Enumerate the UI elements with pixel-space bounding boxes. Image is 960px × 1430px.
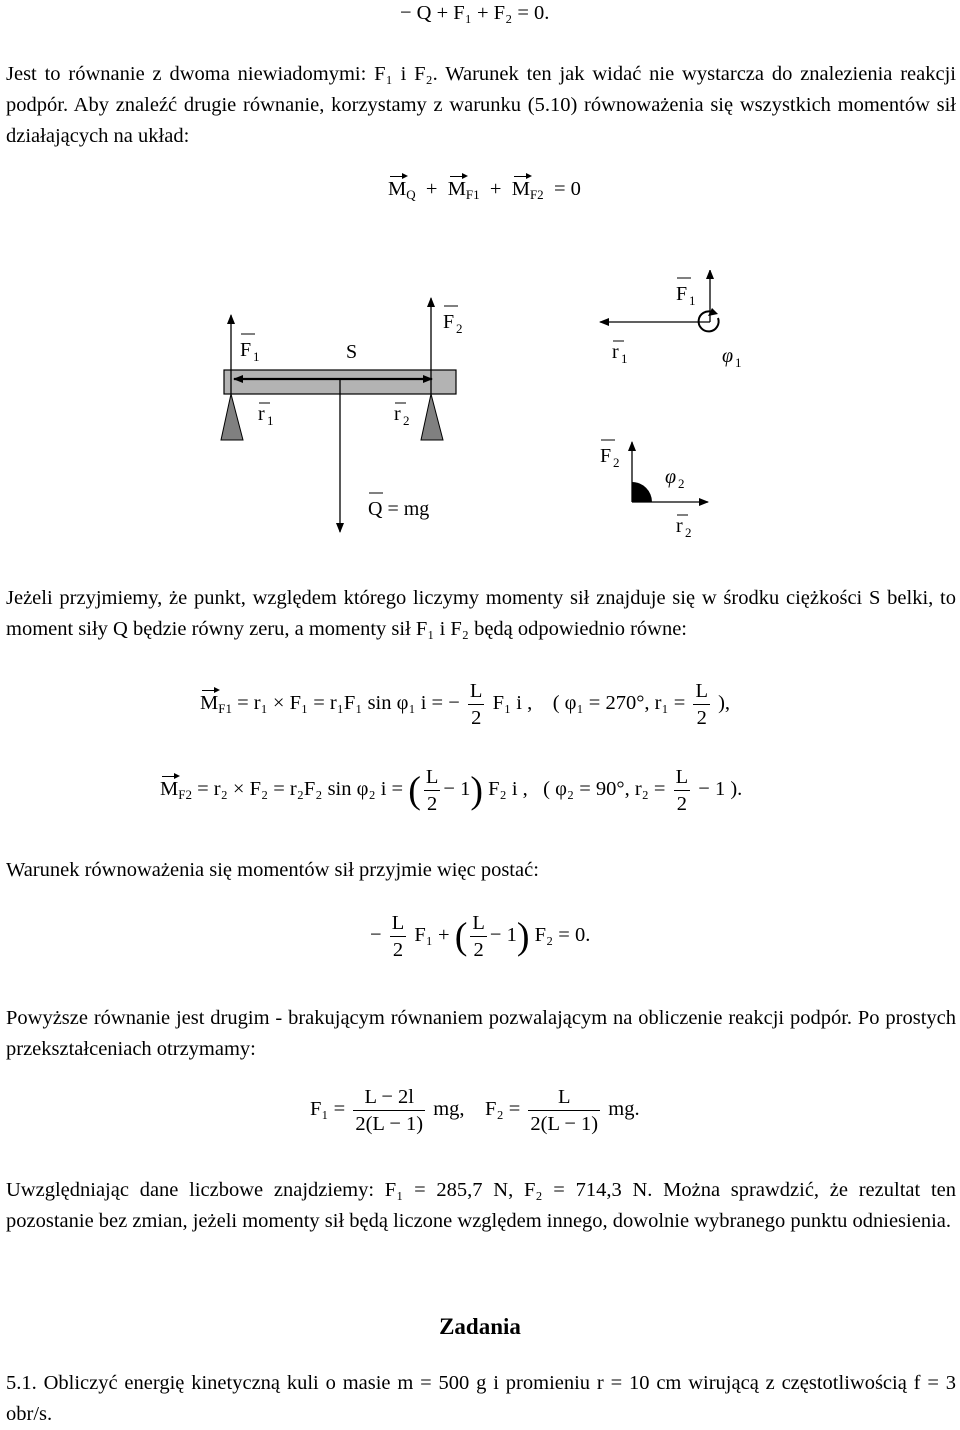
svg-text:1: 1 bbox=[621, 351, 628, 366]
label-F2: F bbox=[443, 311, 455, 333]
label-Q: Q = mg bbox=[368, 498, 430, 520]
task-5-1: 5.1. Obliczyć energię kinetyczną kuli o masie m = 500 g i promieniu r = 10 cm wirującą z częstotliwością f = 3 obr/s. bbox=[6, 1372, 956, 1425]
label-r2-right: r bbox=[676, 515, 683, 537]
left-support bbox=[221, 394, 243, 440]
equation-result: F₁ = $\frac{L - 2l}{2(L - 1)}$ mg, F₂ = $\frac{L}{2(L - 1)}$ mg. bbox=[310, 1086, 640, 1135]
svg-text:1: 1 bbox=[253, 349, 260, 364]
label-phi1: φ bbox=[722, 345, 734, 367]
equation-MF1: $M_{F1} = r_1 \times F_1 = r_1F_1$ sin φ₁ i = − $\frac{L}{2}$ F₁ i , ( φ₁ = 270°, r₁ = $\frac{L}{2}$ ), bbox=[200, 680, 731, 729]
paragraph-intro: Jest to równanie z dwoma niewiadomymi: F₁ i F₂. Warunek ten jak widać nie wystarcza do znalezienia reakcji podpór. Aby znaleźć drugie równanie, korzystamy z warunku (5.10) równoważenia się wszystkich momentów sił działających na układ: bbox=[6, 63, 956, 147]
equation-balance: − $\frac{L}{2}$ F₁ + ( $\frac{L}{2}$ − 1) F₂ = 0. bbox=[370, 912, 591, 961]
paragraph-moments: Jeżeli przyjmiemy, że punkt, względem którego liczymy momenty sił znajduje się w środku ciężkości S belki, to moment siły Q będzie równy zeru, a momenty sił F₁ i F₂ będą odpowiednio równe: bbox=[6, 587, 956, 640]
svg-text:1: 1 bbox=[735, 355, 742, 370]
paragraph-transform: Powyższe równanie jest drugim - brakującym równaniem pozwalającym na obliczenie reakcji podpór. Po prostych przekształceniach otrzymamy: bbox=[6, 1007, 956, 1060]
label-F2-right: F bbox=[600, 445, 612, 467]
label-S: S bbox=[346, 341, 358, 363]
svg-text:2: 2 bbox=[678, 476, 685, 491]
svg-text:2: 2 bbox=[685, 525, 692, 540]
label-r1-right: r bbox=[612, 341, 619, 363]
right-support bbox=[421, 394, 443, 440]
svg-text:2: 2 bbox=[403, 413, 410, 428]
svg-text:1: 1 bbox=[267, 413, 274, 428]
label-r2: r bbox=[394, 403, 401, 425]
svg-text:2: 2 bbox=[456, 321, 463, 336]
section-heading: Zadania bbox=[439, 1314, 521, 1339]
equation-MF2: $M_{F2} = r_2 \times F_2 = r_2F_2$ sin φ₂ i = ( $\frac{L}{2}$ − 1) F₂ i , ( φ₂ = 90°, r₂ = $\frac{L}{2}$ − 1 ). bbox=[160, 766, 743, 815]
label-F1-right: F bbox=[676, 283, 688, 305]
svg-text:1: 1 bbox=[689, 293, 696, 308]
svg-text:2: 2 bbox=[613, 455, 620, 470]
moment-equation: $M_Q + M_{F1} + M_{F2} = 0$ bbox=[388, 178, 581, 202]
label-r1: r bbox=[258, 403, 265, 425]
beam-figure bbox=[0, 270, 960, 550]
label-F1: F bbox=[240, 339, 252, 361]
top-equation: − Q + F₁ + F₂ = 0. bbox=[400, 2, 550, 24]
paragraph-balance: Warunek równoważenia się momentów sił przyjmie więc postać: bbox=[6, 859, 539, 881]
label-phi2: φ bbox=[665, 466, 677, 488]
paragraph-numeric: Uwzględniając dane liczbowe znajdziemy: F₁ = 285,7 N, F₂ = 714,3 N. Można sprawdzić, że rezultat ten pozostanie bez zmian, jeżeli momenty sił będą liczone względem innego, dowolnie wybranego punktu odniesienia. bbox=[6, 1179, 956, 1232]
